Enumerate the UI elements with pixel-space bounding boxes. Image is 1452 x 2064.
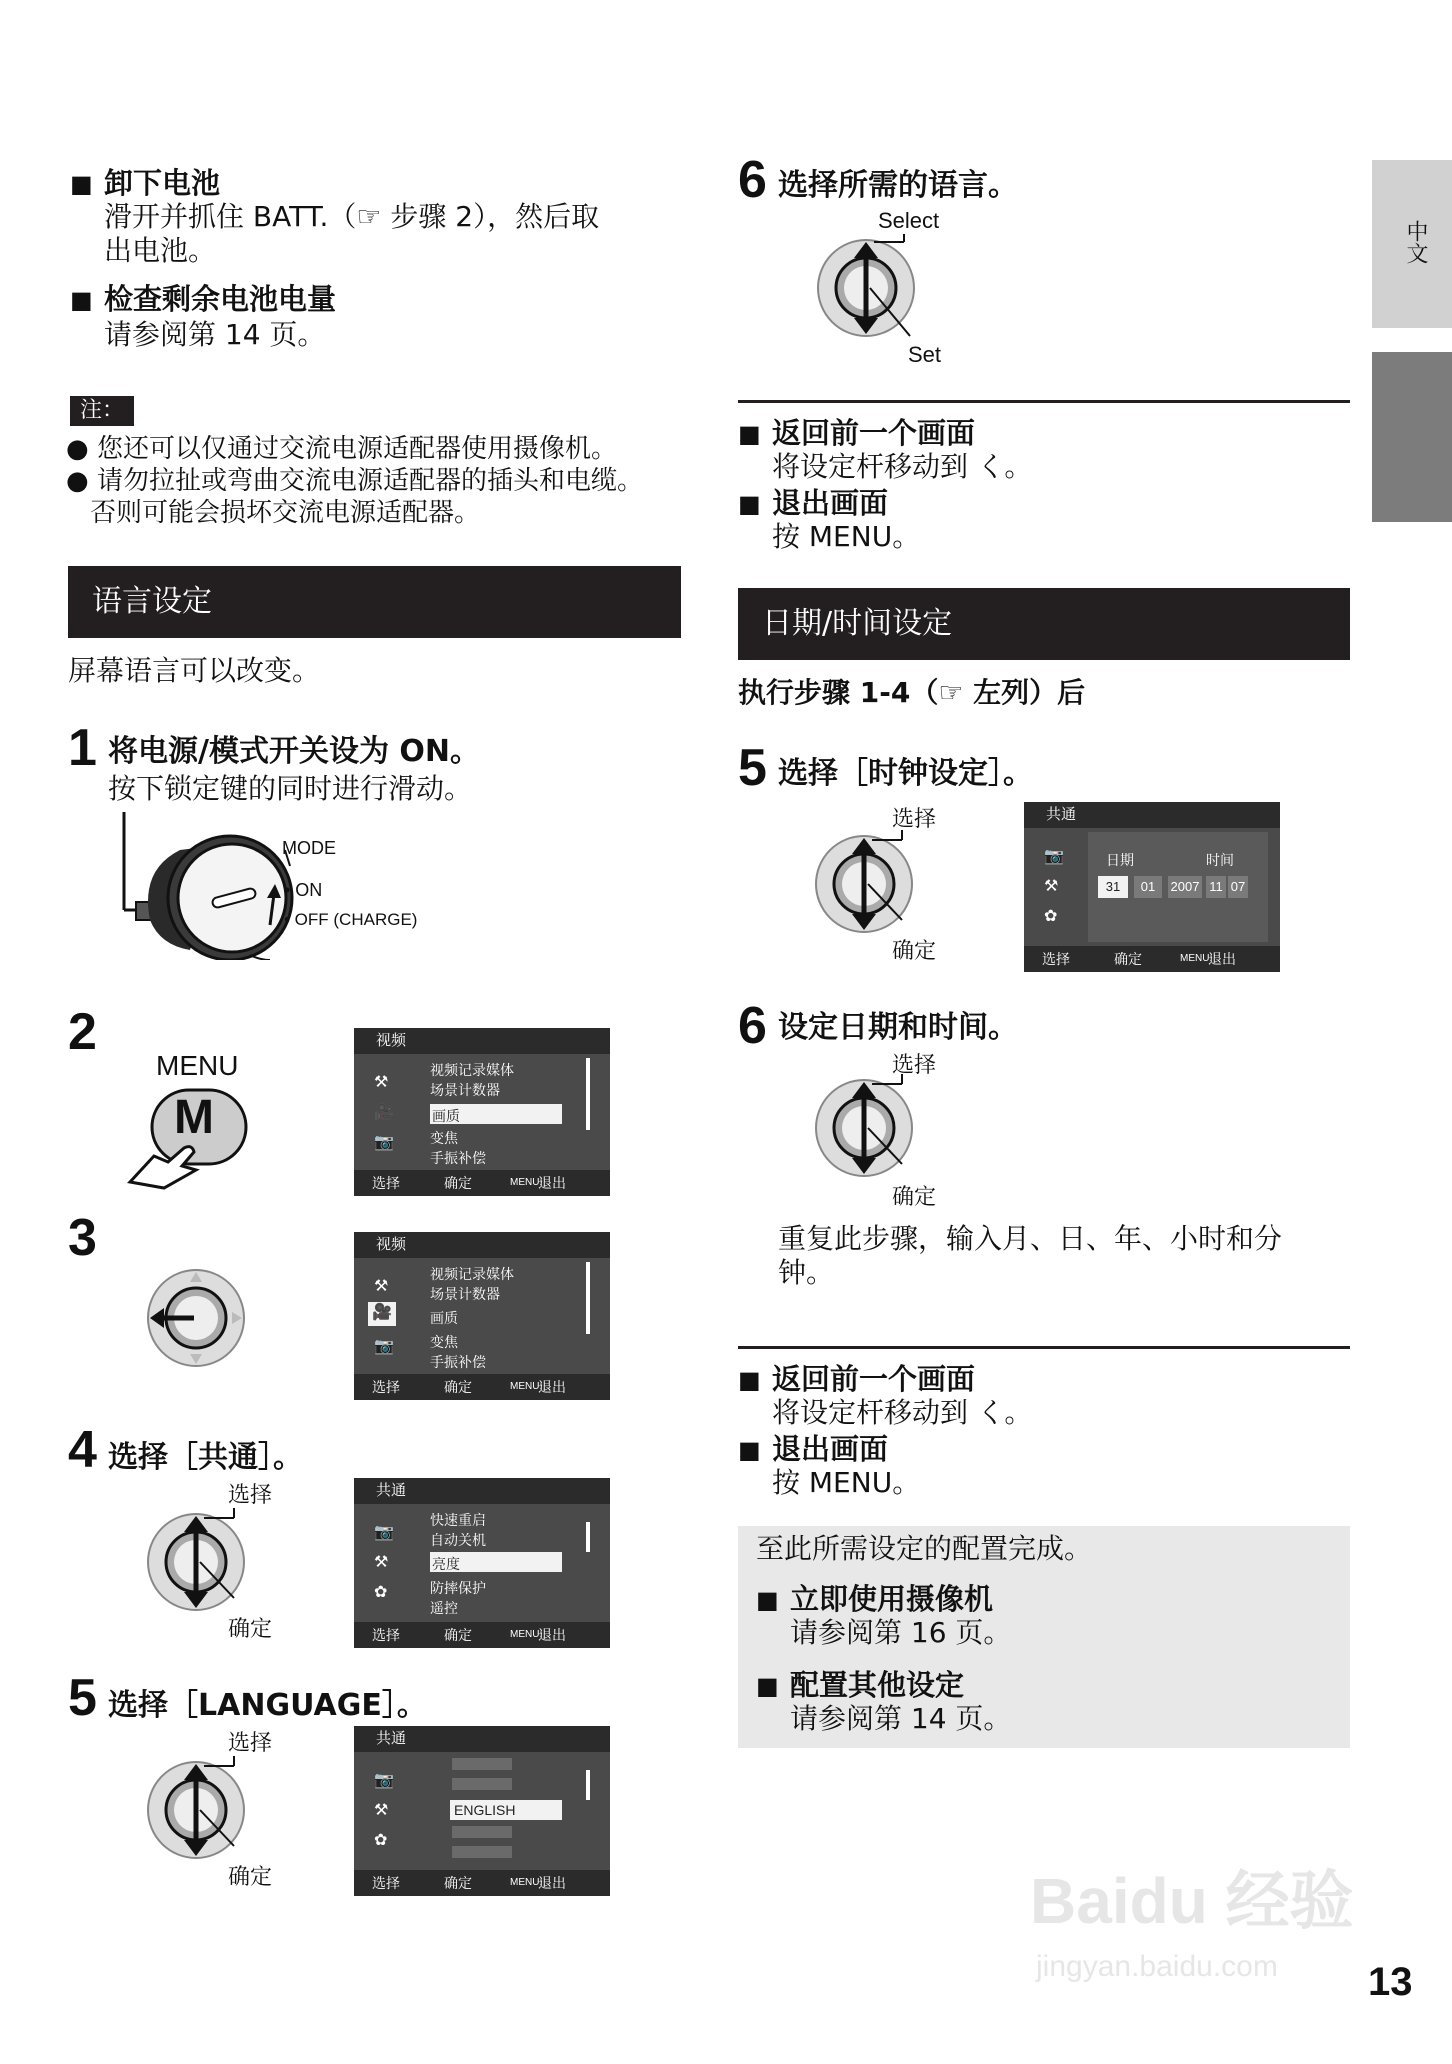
footer-exit: 退出 <box>538 1875 566 1891</box>
language-tab[interactable] <box>1372 160 1452 328</box>
tools-icon: ⚒ <box>374 1554 389 1571</box>
select-label: 选择 <box>892 1053 937 1078</box>
datetime-pre-text: 执行步骤 1-4（☞ 左列）后 <box>738 676 1086 709</box>
time-hour: 11 <box>1206 876 1226 898</box>
mode-label: MODE <box>282 838 336 858</box>
repeat-instruction: 重复此步骤，输入月、日、年、小时和分 <box>778 1222 1283 1255</box>
camera-icon: 📷 <box>374 1524 394 1541</box>
bullet-square: ■ <box>738 420 761 448</box>
menu-screen-video-2 <box>354 1232 610 1400</box>
step-number: 2 <box>68 1003 97 1061</box>
scrollbar <box>586 1058 590 1130</box>
camera-icon: 📷 <box>374 1134 394 1151</box>
step-5-clock-title: 选择［时钟设定］。 <box>778 756 1033 791</box>
exit-body: 按 MENU。 <box>772 520 921 553</box>
note-text-3: 否则可能会损坏交流电源适配器。 <box>90 498 481 528</box>
set-en-label: Set <box>908 342 942 367</box>
other-settings-body: 请参阅第 14 页。 <box>790 1702 1012 1735</box>
power-switch-diagram <box>120 810 420 960</box>
control-lever-updown <box>814 232 954 352</box>
check-battery-body: 请参阅第 14 页。 <box>104 318 326 351</box>
control-lever-updown <box>812 1074 952 1184</box>
screen-title: 共通 <box>354 1478 610 1504</box>
footer-menu: MENU: <box>510 1177 543 1188</box>
confirm-label: 确定 <box>228 1617 273 1642</box>
screen-title: 共通 <box>1024 802 1280 828</box>
control-lever-updown <box>144 1508 284 1618</box>
confirm-label: 确定 <box>892 1185 937 1210</box>
exit-title: 退出画面 <box>772 1432 889 1466</box>
bullet-square: ■ <box>756 1672 779 1700</box>
menu-item: 手振补偿 <box>430 1150 486 1166</box>
menu-item: 自动关机 <box>430 1532 486 1548</box>
date-day-selected: 31 <box>1098 876 1128 898</box>
footer-menu: MENU: <box>1180 953 1213 964</box>
menu-item: 场景计数器 <box>430 1286 500 1302</box>
step-6-title: 选择所需的语言。 <box>778 168 1018 203</box>
footer-select: 选择 <box>372 1175 400 1191</box>
menu-item: 遥控 <box>430 1600 458 1616</box>
note-text-1: 您还可以仅通过交流电源适配器使用摄像机。 <box>96 434 617 464</box>
select-en-label: Select <box>878 208 940 233</box>
scrollbar <box>586 1522 590 1552</box>
menu-item-selected: 画质 <box>432 1108 460 1124</box>
back-body: 将设定杆移动到 く。 <box>772 1396 1033 1429</box>
time-minute: 07 <box>1228 876 1248 898</box>
note-tag: 注： <box>70 396 134 426</box>
step-1-title: 将电源/模式开关设为 ON。 <box>108 734 481 769</box>
baidu-watermark: Baidu 经验 <box>1030 1865 1354 1937</box>
off-charge-label: • OFF (CHARGE) <box>284 910 418 929</box>
back-title: 返回前一个画面 <box>772 1362 976 1396</box>
menu-item: 快速重启 <box>430 1512 486 1528</box>
blurred-item <box>452 1826 512 1838</box>
date-year: 2007 <box>1168 876 1202 898</box>
exit-body: 按 MENU。 <box>772 1466 921 1499</box>
select-label: 选择 <box>228 1483 273 1508</box>
bullet-square: ■ <box>738 1436 761 1464</box>
divider <box>738 1346 1350 1349</box>
bullet-square: ■ <box>756 1586 779 1614</box>
menu-item: 手振补偿 <box>430 1354 486 1370</box>
menu-item: 变焦 <box>430 1334 458 1350</box>
bullet-square: ■ <box>70 170 93 198</box>
control-lever-updown <box>144 1756 284 1866</box>
footer-exit: 退出 <box>1208 951 1236 967</box>
screen-footer <box>354 1170 610 1196</box>
other-settings-title: 配置其他设定 <box>790 1668 965 1702</box>
footer-select: 选择 <box>372 1379 400 1395</box>
tools-icon: ⚒ <box>1044 878 1059 895</box>
note-item-2: ● 请勿拉扯或弯曲交流电源适配器的插头和电缆。 <box>66 466 643 496</box>
menu-item: 视频记录媒体 <box>430 1266 514 1282</box>
step-5-title: 选择［LANGUAGE］。 <box>108 1688 427 1723</box>
video-icon-selected: 🎥 <box>368 1302 396 1326</box>
note-text-2: 请勿拉扯或弯曲交流电源适配器的插头和电缆。 <box>96 466 643 496</box>
step-1-body: 按下锁定键的同时进行滑动。 <box>108 772 473 805</box>
back-body: 将设定杆移动到 く。 <box>772 450 1033 483</box>
on-label: • ON <box>284 880 323 900</box>
screen-footer <box>354 1622 610 1648</box>
repeat-instruction-2: 钟。 <box>778 1256 835 1289</box>
step-6-datetime-title: 设定日期和时间。 <box>778 1010 1018 1045</box>
step-number: 5 <box>68 1669 97 1727</box>
clock-setting-screen <box>1024 802 1280 972</box>
confirm-label: 确定 <box>228 1865 273 1890</box>
blurred-item <box>452 1758 512 1770</box>
menu-item: 防摔保护 <box>430 1580 486 1596</box>
control-lever-updown <box>812 830 952 940</box>
date-label: 日期 <box>1106 852 1134 868</box>
menu-item: 画质 <box>430 1310 458 1326</box>
footer-exit: 退出 <box>538 1175 566 1191</box>
screen-title: 共通 <box>354 1726 610 1752</box>
baidu-watermark-url: jingyan.baidu.com <box>1036 1950 1278 1983</box>
scrollbar <box>586 1262 590 1334</box>
footer-confirm: 确定 <box>1114 951 1142 967</box>
footer-menu: MENU: <box>510 1381 543 1392</box>
footer-confirm: 确定 <box>444 1875 472 1891</box>
blurred-item <box>452 1846 512 1858</box>
screen-title: 视频 <box>354 1232 610 1258</box>
datetime-section-header: 日期/时间设定 <box>738 588 1350 660</box>
video-icon: 🎥 <box>374 1104 394 1121</box>
menu-button-label: MENU <box>156 1050 239 1081</box>
exit-title: 退出画面 <box>772 486 889 520</box>
select-label: 选择 <box>892 807 937 832</box>
page-number: 13 <box>1368 1960 1413 2004</box>
tools-icon: ⚒ <box>374 1278 389 1295</box>
date-month: 01 <box>1134 876 1162 898</box>
menu-screen-common <box>354 1478 610 1648</box>
footer-select: 选择 <box>372 1627 400 1643</box>
footer-confirm: 确定 <box>444 1175 472 1191</box>
bullet-square: ■ <box>738 1366 761 1394</box>
bullet-square: ■ <box>738 490 761 518</box>
camera-icon: 📷 <box>374 1338 394 1355</box>
remove-battery-body-2: 出电池。 <box>104 234 217 267</box>
footer-menu: MENU: <box>510 1629 543 1640</box>
step-4-title: 选择［共通］。 <box>108 1440 303 1475</box>
remove-battery-body: 滑开并抓住 BATT.（☞ 步骤 2），然后取 <box>104 200 600 233</box>
camera-icon: 📷 <box>374 1772 394 1789</box>
footer-exit: 退出 <box>538 1379 566 1395</box>
step-number: 6 <box>738 997 767 1055</box>
flower-icon: ✿ <box>374 1584 388 1601</box>
screen-title: 视频 <box>354 1028 610 1054</box>
use-camera-body: 请参阅第 16 页。 <box>790 1616 1012 1649</box>
screen-footer <box>354 1374 610 1400</box>
tools-icon: ⚒ <box>374 1802 389 1819</box>
footer-confirm: 确定 <box>444 1627 472 1643</box>
flower-icon: ✿ <box>374 1832 388 1849</box>
use-camera-title: 立即使用摄像机 <box>790 1582 994 1616</box>
blurred-item <box>452 1778 512 1790</box>
section-tab[interactable] <box>1372 352 1452 522</box>
menu-item: 变焦 <box>430 1130 458 1146</box>
control-lever-left <box>144 1266 248 1370</box>
flower-icon: ✿ <box>1044 908 1058 925</box>
step-number: 6 <box>738 151 767 209</box>
menu-item: 视频记录媒体 <box>430 1062 514 1078</box>
menu-item: 场景计数器 <box>430 1082 500 1098</box>
footer-confirm: 确定 <box>444 1379 472 1395</box>
confirm-label: 确定 <box>892 939 937 964</box>
step-number: 3 <box>68 1209 97 1267</box>
menu-screen-video <box>354 1028 610 1196</box>
back-title: 返回前一个画面 <box>772 416 976 450</box>
language-option-selected: ENGLISH <box>454 1802 516 1818</box>
screen-footer <box>1024 946 1280 972</box>
completion-text: 至此所需设定的配置完成。 <box>756 1532 1093 1565</box>
step-number: 1 <box>68 719 97 777</box>
scrollbar <box>586 1770 590 1800</box>
footer-select: 选择 <box>372 1875 400 1891</box>
language-section-header: 语言设定 <box>68 566 681 638</box>
check-battery-title: 检查剩余电池电量 <box>104 282 337 316</box>
time-label: 时间 <box>1206 852 1234 868</box>
menu-m-glyph: M <box>174 1091 214 1144</box>
select-label: 选择 <box>228 1731 273 1756</box>
step-number: 5 <box>738 739 767 797</box>
note-item-1: ● 您还可以仅通过交流电源适配器使用摄像机。 <box>66 434 617 464</box>
language-tab-label: 中文 <box>1403 220 1428 264</box>
divider <box>738 400 1350 403</box>
bullet-square: ■ <box>70 286 93 314</box>
menu-item-selected: 亮度 <box>432 1556 460 1572</box>
footer-menu: MENU: <box>510 1877 543 1888</box>
step-number: 4 <box>68 1421 97 1479</box>
menu-screen-language <box>354 1726 610 1896</box>
screen-footer <box>354 1870 610 1896</box>
remove-battery-title: 卸下电池 <box>104 166 221 200</box>
language-section-intro: 屏幕语言可以改变。 <box>68 654 321 687</box>
footer-select: 选择 <box>1042 951 1070 967</box>
tools-icon: ⚒ <box>374 1074 389 1091</box>
footer-exit: 退出 <box>538 1627 566 1643</box>
camera-icon: 📷 <box>1044 848 1064 865</box>
